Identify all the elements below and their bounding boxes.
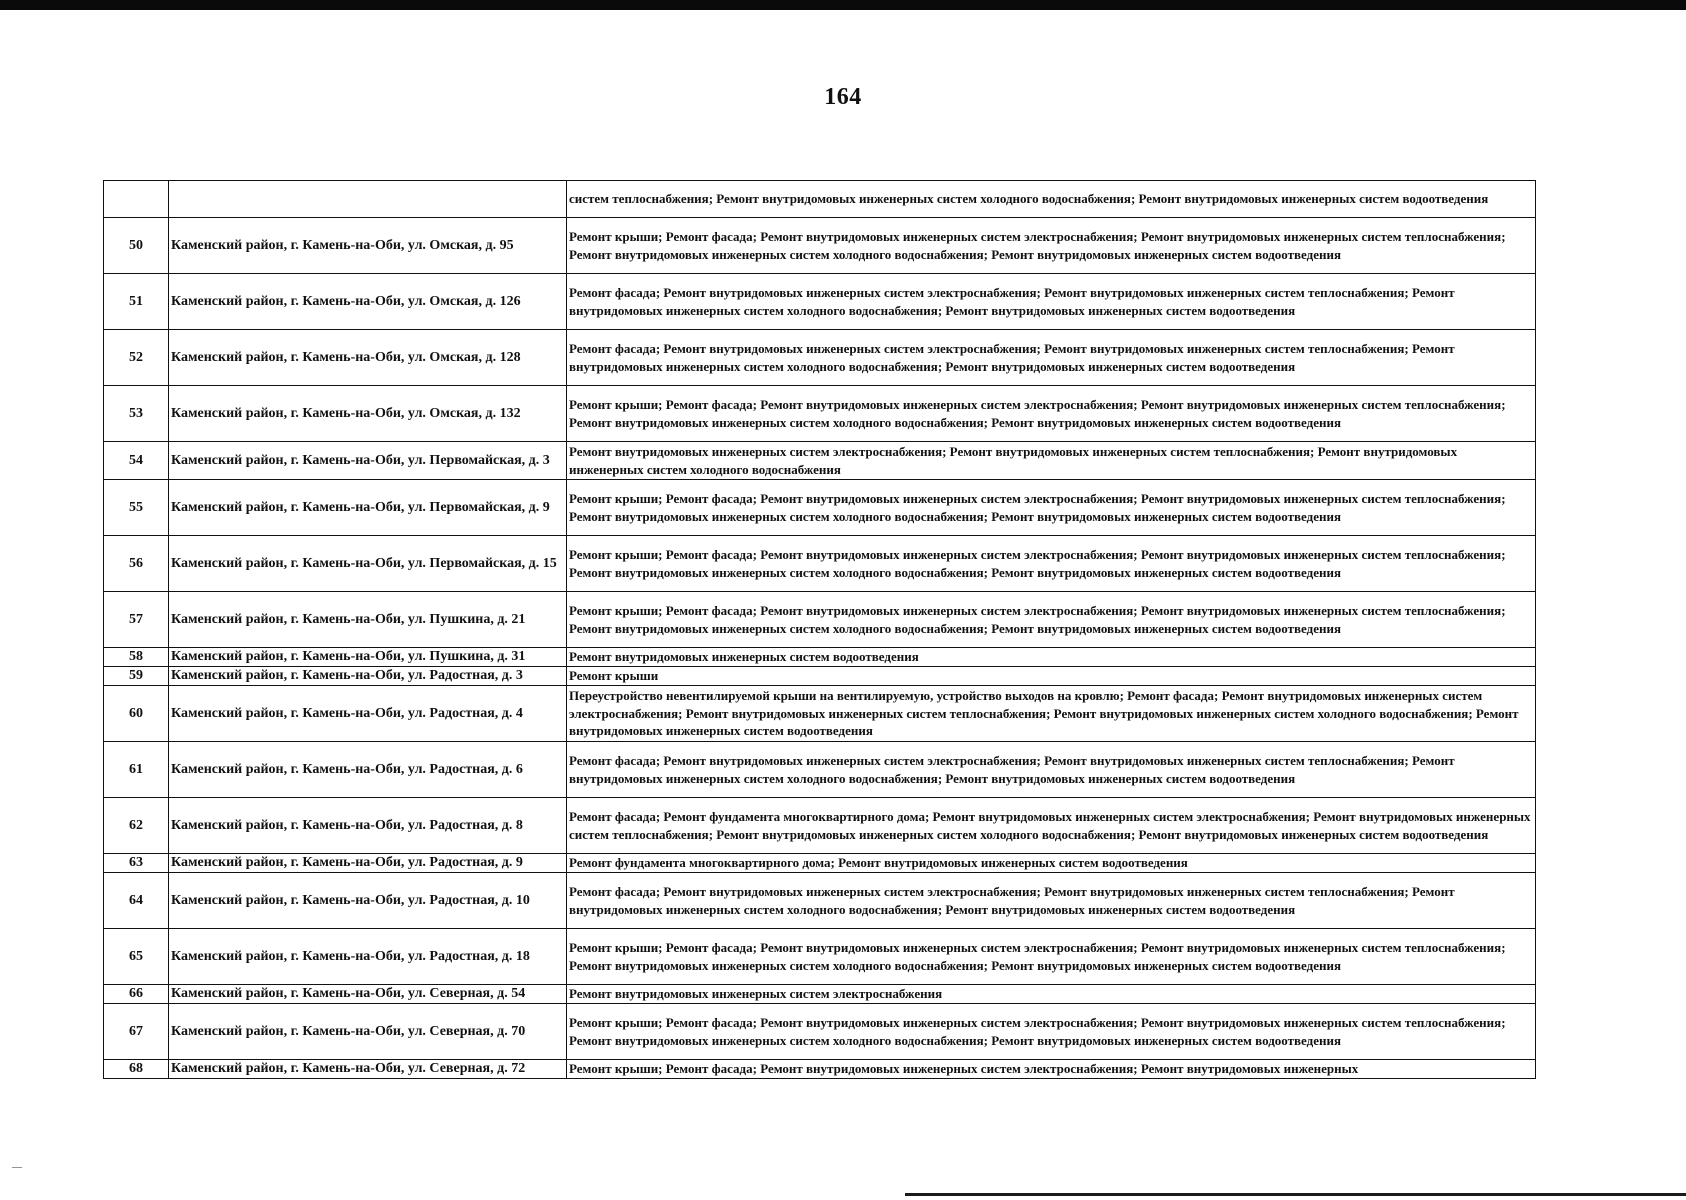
table-row: [104, 648, 1536, 667]
table-row: [104, 854, 1536, 873]
table-row: [104, 1060, 1536, 1079]
row-address: Каменский район, г. Камень-на-Оби, ул. Северная, д. 54: [169, 985, 567, 1004]
row-works: Ремонт крыши; Ремонт фасада; Ремонт внутридомовых инженерных систем электроснабжения; Ремонт внутридомовых инженерных систем теплоснабжения; Ремонт внутридомовых инженерных систем холодного водоснабжения; Ремонт внутридомовых инженерных систем водоотведения: [567, 480, 1536, 536]
row-address: Каменский район, г. Камень-на-Оби, ул. Первомайская, д. 15: [169, 536, 567, 592]
row-works: Ремонт крыши; Ремонт фасада; Ремонт внутридомовых инженерных систем электроснабжения; Ремонт внутридомовых инженерных систем теплоснабжения; Ремонт внутридомовых инженерных систем холодного водоснабжения; Ремонт внутридомовых инженерных систем водоотведения: [567, 929, 1536, 985]
row-number: 68: [104, 1060, 169, 1079]
row-works: Ремонт фундамента многоквартирного дома; Ремонт внутридомовых инженерных систем водоотведения: [567, 854, 1536, 873]
table-row: [104, 274, 1536, 330]
row-works: Ремонт фасада; Ремонт внутридомовых инженерных систем электроснабжения; Ремонт внутридомовых инженерных систем теплоснабжения; Ремонт внутридомовых инженерных систем холодного водоснабжения; Ремонт внутридомовых инженерных систем водоотведения: [567, 274, 1536, 330]
table-row: [104, 985, 1536, 1004]
row-address: [169, 181, 567, 218]
row-address: Каменский район, г. Камень-на-Оби, ул. Первомайская, д. 3: [169, 442, 567, 480]
row-number: 50: [104, 218, 169, 274]
row-works: Ремонт крыши; Ремонт фасада; Ремонт внутридомовых инженерных систем электроснабжения; Ремонт внутридомовых инженерных: [567, 1060, 1536, 1079]
row-number: 67: [104, 1004, 169, 1060]
row-works: Ремонт фасада; Ремонт внутридомовых инженерных систем электроснабжения; Ремонт внутридомовых инженерных систем теплоснабжения; Ремонт внутридомовых инженерных систем холодного водоснабжения; Ремонт внутридомовых инженерных систем водоотведения: [567, 330, 1536, 386]
row-number: 55: [104, 480, 169, 536]
table-row: [104, 480, 1536, 536]
row-number: 53: [104, 386, 169, 442]
row-number: 62: [104, 798, 169, 854]
row-works: Ремонт фасада; Ремонт внутридомовых инженерных систем электроснабжения; Ремонт внутридомовых инженерных систем теплоснабжения; Ремонт внутридомовых инженерных систем холодного водоснабжения; Ремонт внутридомовых инженерных систем водоотведения: [567, 873, 1536, 929]
row-number: 57: [104, 592, 169, 648]
row-address: Каменский район, г. Камень-на-Оби, ул. Пушкина, д. 21: [169, 592, 567, 648]
row-number: 65: [104, 929, 169, 985]
row-works: Ремонт внутридомовых инженерных систем водоотведения: [567, 648, 1536, 667]
row-number: 51: [104, 274, 169, 330]
table-row: [104, 386, 1536, 442]
row-address: Каменский район, г. Камень-на-Оби, ул. Северная, д. 72: [169, 1060, 567, 1079]
table-row: [104, 873, 1536, 929]
row-works: Переустройство невентилируемой крыши на вентилируемую, устройство выходов на кровлю; Ремонт фасада; Ремонт внутридомовых инженерных систем электроснабжения; Ремонт внутридомовых инженерных систем теплоснабжения; Ремонт внутридомовых инженерных систем холодного водоснабжения; Ремонт внутридомовых инженерных систем водоотведения: [567, 686, 1536, 742]
row-works: Ремонт крыши; Ремонт фасада; Ремонт внутридомовых инженерных систем электроснабжения; Ремонт внутридомовых инженерных систем теплоснабжения; Ремонт внутридомовых инженерных систем холодного водоснабжения; Ремонт внутридомовых инженерных систем водоотведения: [567, 536, 1536, 592]
table-row: [104, 798, 1536, 854]
row-address: Каменский район, г. Камень-на-Оби, ул. Омская, д. 132: [169, 386, 567, 442]
row-address: Каменский район, г. Камень-на-Оби, ул. Омская, д. 95: [169, 218, 567, 274]
row-number: 64: [104, 873, 169, 929]
row-address: Каменский район, г. Камень-на-Оби, ул. Радостная, д. 10: [169, 873, 567, 929]
row-address: Каменский район, г. Камень-на-Оби, ул. Радостная, д. 4: [169, 686, 567, 742]
table-row: [104, 1004, 1536, 1060]
scan-top-border: [0, 0, 1686, 10]
table-row: [104, 218, 1536, 274]
row-number: 61: [104, 742, 169, 798]
table-row: [104, 442, 1536, 480]
row-number: 63: [104, 854, 169, 873]
row-address: Каменский район, г. Камень-на-Оби, ул. Радостная, д. 6: [169, 742, 567, 798]
row-works: Ремонт крыши; Ремонт фасада; Ремонт внутридомовых инженерных систем электроснабжения; Ремонт внутридомовых инженерных систем теплоснабжения; Ремонт внутридомовых инженерных систем холодного водоснабжения; Ремонт внутридомовых инженерных систем водоотведения: [567, 386, 1536, 442]
row-address: Каменский район, г. Камень-на-Оби, ул. Первомайская, д. 9: [169, 480, 567, 536]
row-number: 54: [104, 442, 169, 480]
row-address: Каменский район, г. Камень-на-Оби, ул. Радостная, д. 9: [169, 854, 567, 873]
page-number: 164: [824, 84, 862, 110]
row-works: Ремонт крыши; Ремонт фасада; Ремонт внутридомовых инженерных систем электроснабжения; Ремонт внутридомовых инженерных систем теплоснабжения; Ремонт внутридомовых инженерных систем холодного водоснабжения; Ремонт внутридомовых инженерных систем водоотведения: [567, 218, 1536, 274]
row-works: Ремонт крыши: [567, 667, 1536, 686]
table-row: [104, 667, 1536, 686]
row-works: Ремонт крыши; Ремонт фасада; Ремонт внутридомовых инженерных систем электроснабжения; Ремонт внутридомовых инженерных систем теплоснабжения; Ремонт внутридомовых инженерных систем холодного водоснабжения; Ремонт внутридомовых инженерных систем водоотведения: [567, 1004, 1536, 1060]
row-number: 59: [104, 667, 169, 686]
row-works: Ремонт фасада; Ремонт внутридомовых инженерных систем электроснабжения; Ремонт внутридомовых инженерных систем теплоснабжения; Ремонт внутридомовых инженерных систем холодного водоснабжения; Ремонт внутридомовых инженерных систем водоотведения: [567, 742, 1536, 798]
row-number: 60: [104, 686, 169, 742]
repair-works-table: [103, 180, 1536, 1079]
table-row: [104, 742, 1536, 798]
row-address: Каменский район, г. Камень-на-Оби, ул. Омская, д. 126: [169, 274, 567, 330]
row-works: систем теплоснабжения; Ремонт внутридомовых инженерных систем холодного водоснабжения; Ремонт внутридомовых инженерных систем водоотведения: [567, 181, 1536, 218]
row-works: Ремонт внутридомовых инженерных систем электроснабжения; Ремонт внутридомовых инженерных систем теплоснабжения; Ремонт внутридомовых инженерных систем холодного водоснабжения: [567, 442, 1536, 480]
row-number: [104, 181, 169, 218]
row-address: Каменский район, г. Камень-на-Оби, ул. Радостная, д. 8: [169, 798, 567, 854]
table-row: [104, 536, 1536, 592]
row-number: 52: [104, 330, 169, 386]
scan-bottom-border: [905, 1193, 1686, 1196]
scan-mark: —: [12, 1162, 22, 1173]
table-row: [104, 686, 1536, 742]
row-address: Каменский район, г. Камень-на-Оби, ул. Омская, д. 128: [169, 330, 567, 386]
row-works: Ремонт внутридомовых инженерных систем электроснабжения: [567, 985, 1536, 1004]
row-address: Каменский район, г. Камень-на-Оби, ул. Пушкина, д. 31: [169, 648, 567, 667]
row-address: Каменский район, г. Камень-на-Оби, ул. Радостная, д. 18: [169, 929, 567, 985]
row-works: Ремонт фасада; Ремонт фундамента многоквартирного дома; Ремонт внутридомовых инженерных систем электроснабжения; Ремонт внутридомовых инженерных систем теплоснабжения; Ремонт внутридомовых инженерных систем холодного водоснабжения; Ремонт внутридомовых инженерных систем водоотведения: [567, 798, 1536, 854]
row-number: 58: [104, 648, 169, 667]
table-row: [104, 929, 1536, 985]
table-row: [104, 592, 1536, 648]
row-address: Каменский район, г. Камень-на-Оби, ул. Радостная, д. 3: [169, 667, 567, 686]
table-row: [104, 181, 1536, 218]
table-row: [104, 330, 1536, 386]
row-number: 56: [104, 536, 169, 592]
row-works: Ремонт крыши; Ремонт фасада; Ремонт внутридомовых инженерных систем электроснабжения; Ремонт внутридомовых инженерных систем теплоснабжения; Ремонт внутридомовых инженерных систем холодного водоснабжения; Ремонт внутридомовых инженерных систем водоотведения: [567, 592, 1536, 648]
row-number: 66: [104, 985, 169, 1004]
row-address: Каменский район, г. Камень-на-Оби, ул. Северная, д. 70: [169, 1004, 567, 1060]
